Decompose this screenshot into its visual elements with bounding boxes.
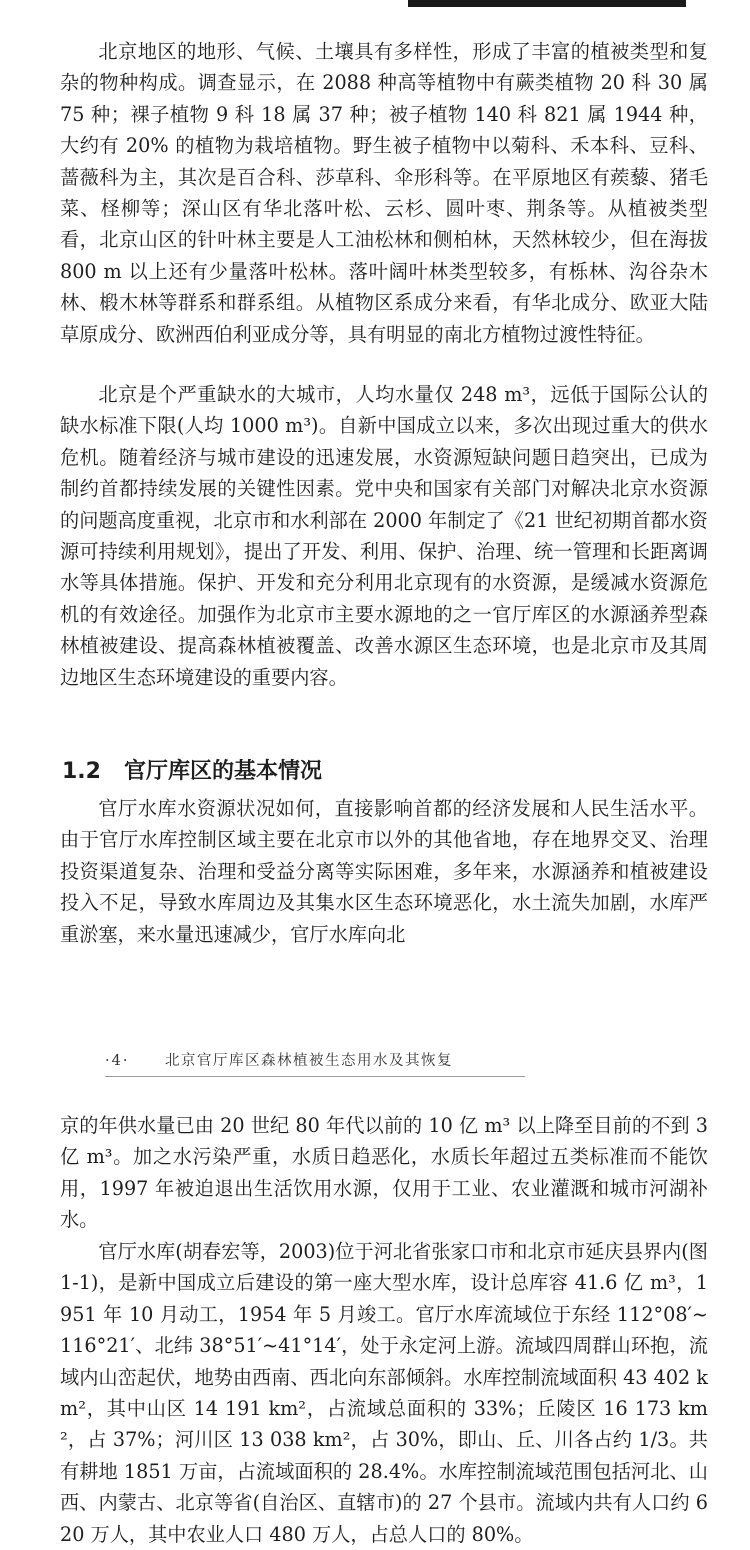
page-number: ·4· bbox=[105, 1053, 130, 1069]
section-title: 官厅库区的基本情况 bbox=[124, 759, 323, 784]
book-title: 北京官厅库区森林植被生态用水及其恢复 bbox=[165, 1053, 453, 1069]
paragraph-guanting-intro: 官厅水库水资源状况如何，直接影响首都的经济发展和人民生活水平。由于官厅水库控制区域主要在北京市以外的其他省地，存在地界交叉、治理投资渠道复杂、治理和受益分离等实际困难，多年来，水源涵养和植被建设投入不足，导致水库周边及其集水区生态环境恶化，水土流失加剧，水库严重淤塞，来水量迅速减少，官厅水库向北 bbox=[60, 797, 708, 946]
paragraph-reservoir-basin: 官厅水库(胡春宏等，2003)位于河北省张家口市和北京市延庆县界内(图 1-1)，是新中国成立后建设的第一座大型水库，设计总库容 41.6 亿 m³，1951 年 10 月动工，1954 年 5 月竣工。官厅水库流域位于东经 112°08′~116°21′、北纬 38°51′~41°14′，处于永定河上游。流域四周群山环抱，流域内山峦起伏，地势由西南、西北向东部倾斜。水库控制流域面积 43 402 km²，其中山区 14 191 km²，占流域总面积的 33%；丘陵区 16 173 km²，占 37%；河川区 13 038 km²，占 30%，即山、丘、川各占约 1/3。共有耕地 1851 万亩，占流域面积的 28.4%。水库控制流域范围包括河北、山西、内蒙古、北京等省(自治区、直辖市)的 27 个县市。流域内共有人口约 620 万人，其中农业人口 480 万人，占总人口的 80%。 bbox=[60, 1240, 708, 1546]
paragraph-water-supply: 京的年供水量已由 20 世纪 80 年代以前的 10 亿 m³ 以上降至目前的不到 3 亿 m³。加之水污染严重，水质日趋恶化，水质长年超过五类标准而不能饮用，1997 年被迫退出生活饮用水源，仅用于工业、农业灌溉和城市河湖补水。 bbox=[60, 1114, 708, 1232]
paragraph-water-shortage: 北京是个严重缺水的大城市，人均水量仅 248 m³，远低于国际公认的缺水标准下限(人均 1000 m³)。自新中国成立以来，多次出现过重大的供水危机。随着经济与城市建设的迅速发展，水资源短缺问题日趋突出，已成为制约首都持续发展的关键性因素。党中央和国家有关部门对解决北京水资源的问题高度重视，北京市和水利部在 2000 年制定了《21 世纪初期首都水资源可持续利用规划》，提出了开发、利用、保护、治理、统一管理和长距离调水等具体措施。保护、开发和充分利用北京现有的水资源，是缓减水资源危机的有效途径。加强作为北京市主要水源地的之一官厅库区的水源涵养型森林植被建设、提高森林植被覆盖、改善水源区生态环境，也是北京市及其周边地区生态环境建设的重要内容。 bbox=[60, 383, 708, 689]
header-rule bbox=[408, 0, 686, 7]
page-footer bbox=[105, 1050, 525, 1077]
section-heading bbox=[62, 752, 322, 792]
paragraph-flora: 北京地区的地形、气候、土壤具有多样性，形成了丰富的植被类型和复杂的物种构成。调查显示，在 2088 种高等植物中有蕨类植物 20 科 30 属 75 种；裸子植物 9 科 18 属 37 种；被子植物 140 科 821 属 1944 种，大约有 20% 的植物为栽培植物。野生被子植物中以菊科、禾本科、豆科、蔷薇科为主，其次是百合科、莎草科、伞形科等。在平原地区有蒺藜、猪毛菜、柽柳等；深山区有华北落叶松、云杉、圆叶枣、荆条等。从植被类型看，北京山区的针叶林主要是人工油松林和侧柏林，天然林较少，但在海拔 800 m 以上还有少量落叶松林。落叶阔叶林类型较多，有栎林、沟谷杂木林、椴木林等群系和群系组。从植物区系成分来看，有华北成分、欧亚大陆草原成分、欧洲西伯利亚成分等，具有明显的南北方植物过渡性特征。 bbox=[60, 40, 708, 346]
section-number: 1.2 bbox=[62, 759, 101, 784]
